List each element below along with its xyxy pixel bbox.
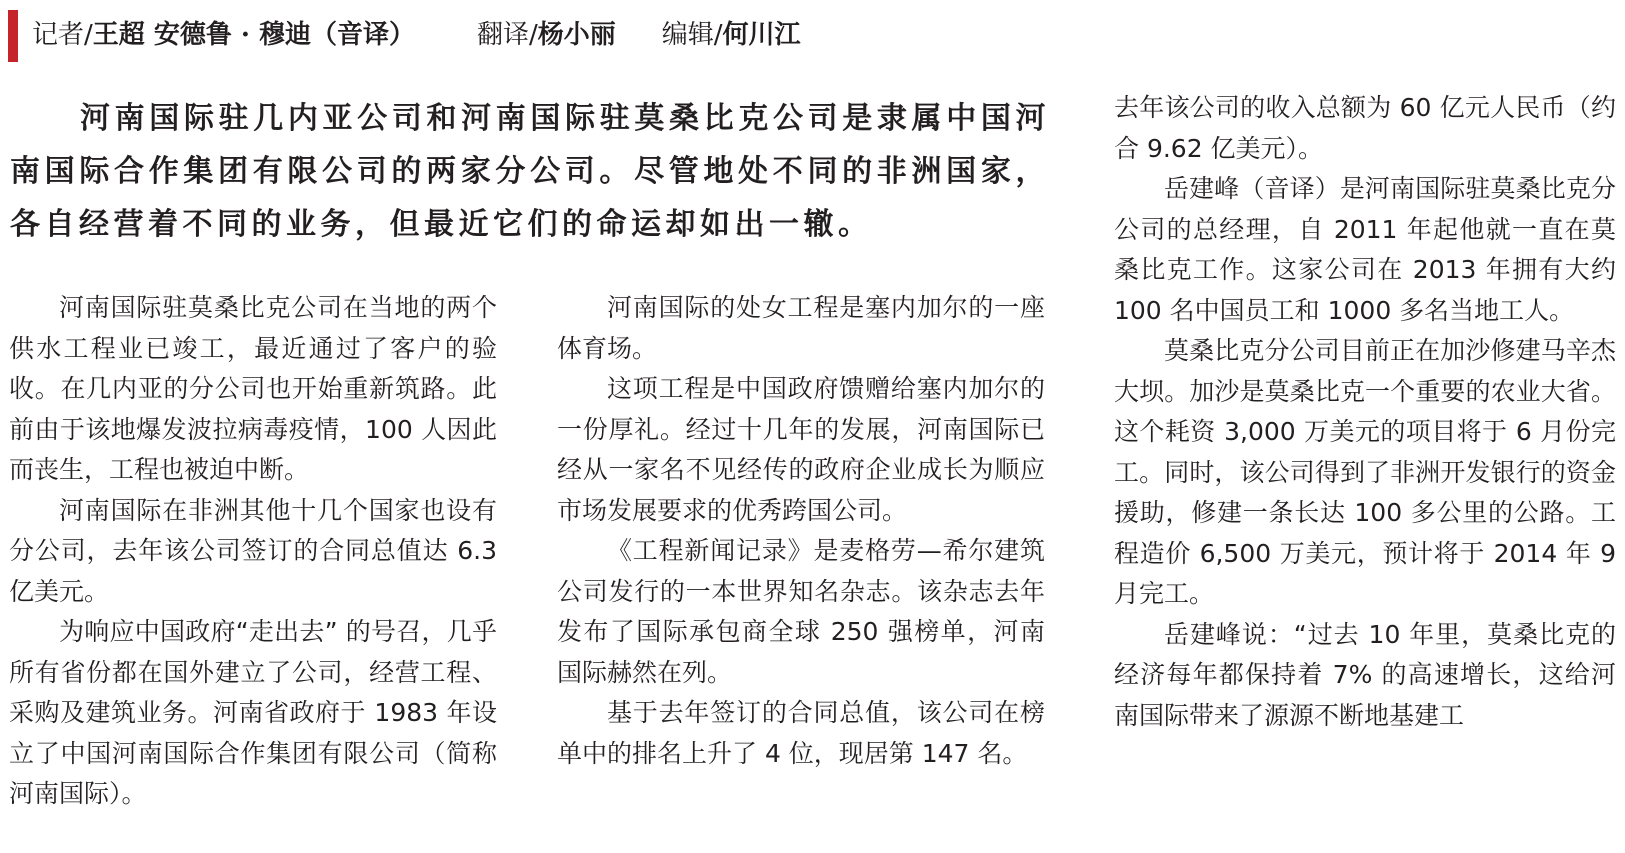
byline-text (32, 18, 801, 52)
editor-name: 何川江 (722, 20, 801, 50)
body-paragraph-continued: 去年该公司的收入总额为 60 亿元人民币（约合 9.62 亿美元）。 (1114, 93, 1616, 163)
accent-bar (8, 10, 18, 62)
translator-label: 翻译/ (476, 20, 538, 50)
body-paragraph: 《工程新闻记录》是麦格劳—希尔建筑公司发行的一本世界知名杂志。该杂志去年发布了国际承包商全球 250 强榜单，河南国际赫然在列。 (557, 536, 1045, 687)
body-paragraph: 莫桑比克分公司目前正在加沙修建马辛杰大坝。加沙是莫桑比克一个重要的农业大省。这个耗资 3,000 万美元的项目将于 6 月份完工。同时，该公司得到了非洲开发银行的资金援助，修建一条长达 100 多公里的公路。工程造价 6,500 万美元，预计将于 2014 年 9 月完工。 (1114, 336, 1616, 608)
reporter-names: 王超 安德鲁 · 穆迪（音译） (92, 20, 415, 50)
article-column-left (9, 288, 497, 815)
body-paragraph: 岳建峰（音译）是河南国际驻莫桑比克分公司的总经理，自 2011 年起他就一直在莫桑比克工作。这家公司在 2013 年拥有大约 100 名中国员工和 1000 多名当地工人。 (1114, 174, 1616, 325)
article-column-middle (557, 288, 1045, 774)
reporter-label: 记者/ (32, 20, 93, 50)
translator-name: 杨小丽 (537, 20, 616, 50)
body-paragraph: 河南国际在非洲其他十几个国家也设有分公司，去年该公司签订的合同总值达 6.3 亿美元。 (9, 495, 497, 606)
body-paragraph: 河南国际的处女工程是塞内加尔的一座体育场。 (557, 293, 1045, 363)
body-paragraph: 为响应中国政府“走出去” 的号召，几乎所有省份都在国外建立了公司，经营工程、采购及建筑业务。河南省政府于 1983 年设立了中国河南国际合作集团有限公司（简称河南国际）。 (9, 617, 497, 808)
article-column-right (1114, 88, 1616, 736)
body-paragraph: 这项工程是中国政府馈赠给塞内加尔的一份厚礼。经过十几年的发展，河南国际已经从一家名不见经传的政府企业成长为顺应市场发展要求的优秀跨国公司。 (557, 374, 1045, 525)
lead-paragraph: 河南国际驻几内亚公司和河南国际驻莫桑比克公司是隶属中国河南国际合作集团有限公司的两家分公司。尽管地处不同的非洲国家，各自经营着不同的业务，但最近它们的命运却如出一辙。 (10, 101, 1050, 242)
byline (0, 10, 1000, 62)
editor-label: 编辑/ (661, 20, 723, 50)
body-paragraph: 河南国际驻莫桑比克公司在当地的两个供水工程业已竣工，最近通过了客户的验收。在几内亚的分公司也开始重新筑路。此前由于该地爆发波拉病毒疫情，100 人因此而丧生，工程也被迫中断。 (9, 293, 497, 484)
body-paragraph: 基于去年签订的合同总值，该公司在榜单中的排名上升了 4 位，现居第 147 名。 (557, 698, 1045, 768)
body-paragraph: 岳建峰说：“过去 10 年里，莫桑比克的经济每年都保持着 7% 的高速增长，这给河南国际带来了源源不断地基建工 (1114, 619, 1616, 730)
